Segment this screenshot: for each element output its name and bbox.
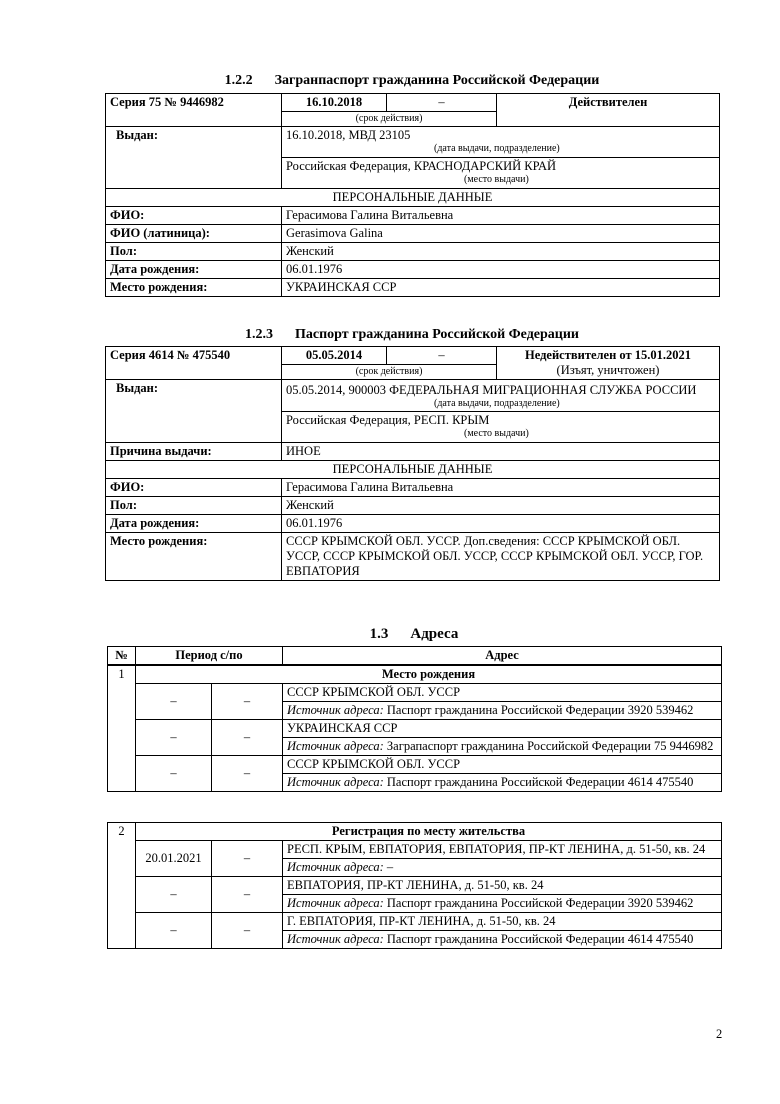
address-source — [283, 931, 722, 949]
address-group-1 — [107, 665, 722, 792]
date-to-cell: – — [387, 347, 497, 365]
group-number: 1 — [108, 666, 136, 792]
period-from: – — [136, 877, 212, 913]
place-cell — [282, 158, 720, 189]
period-from: – — [136, 913, 212, 949]
address-source — [283, 774, 722, 792]
address-value: СССР КРЫМСКОЙ ОБЛ. УССР — [283, 684, 722, 702]
place-cell — [282, 412, 720, 443]
address-source — [283, 702, 722, 720]
source-value: Заграпаспорт гражданина Российской Федерации 75 9446982 — [386, 739, 714, 753]
validity-caption: (срок действия) — [282, 365, 497, 380]
address-value: УКРАИНСКАЯ ССР — [283, 720, 722, 738]
col-no: № — [108, 647, 136, 665]
status-cell — [497, 347, 720, 380]
issued-value: 05.05.2014, 900003 ФЕДЕРАЛЬНАЯ МИГРАЦИОННАЯ СЛУЖБА РОССИИ — [286, 383, 697, 397]
group-title: Место рождения — [136, 666, 722, 684]
place-value: Российская Федерация, РЕСП. КРЫМ — [286, 413, 490, 427]
address-value: СССР КРЫМСКОЙ ОБЛ. УССР — [283, 756, 722, 774]
sex-value: Женский — [282, 243, 720, 261]
address-value: ЕВПАТОРИЯ, ПР-КТ ЛЕНИНА, д. 51-50, кв. 24 — [283, 877, 722, 895]
group-title: Регистрация по месту жительства — [136, 823, 722, 841]
birth-place-label: Место рождения: — [106, 533, 282, 581]
sex-label: Пол: — [106, 243, 282, 261]
issued-value: 16.10.2018, МВД 23105 — [286, 128, 411, 142]
source-value: – — [386, 860, 394, 874]
section-13-heading — [107, 626, 721, 643]
section-122-title: Загранпаспорт гражданина Российской Федерации — [274, 73, 600, 88]
section-123-title: Паспорт гражданина Российской Федерации — [295, 327, 579, 342]
birth-place-value: СССР КРЫМСКОЙ ОБЛ. УССР. Доп.сведения: СССР КРЫМСКОЙ ОБЛ. УССР, СССР КРЫМСКОЙ ОБЛ. УССР, СССР КРЫМСКОЙ ОБЛ. УССР, ГОР. ЕВПАТОРИЯ — [282, 533, 720, 581]
passport-foreign-table — [105, 93, 720, 297]
col-address: Адрес — [283, 647, 722, 665]
section-122-number: 1.2.2 — [224, 73, 253, 88]
fio-value: Герасимова Галина Витальевна — [282, 207, 720, 225]
series-cell: Серия 75 № 9446982 — [106, 94, 282, 127]
source-value: Паспорт гражданина Российской Федерации 4614 475540 — [386, 932, 694, 946]
period-from: – — [136, 756, 212, 792]
source-label: Источник адреса: — [287, 860, 384, 874]
issued-label: Выдан: — [106, 380, 282, 443]
addresses-table — [107, 646, 722, 665]
personal-data-header: ПЕРСОНАЛЬНЫЕ ДАННЫЕ — [106, 189, 720, 207]
period-to: – — [212, 877, 283, 913]
period-to: – — [212, 720, 283, 756]
page-number: 2 — [716, 1027, 723, 1041]
col-period: Период с/по — [136, 647, 283, 665]
period-to: – — [212, 841, 283, 877]
source-value: Паспорт гражданина Российской Федерации 3920 539462 — [386, 703, 694, 717]
personal-data-header: ПЕРСОНАЛЬНЫЕ ДАННЫЕ — [106, 461, 720, 479]
source-value: Паспорт гражданина Российской Федерации 3920 539462 — [386, 896, 694, 910]
address-source — [283, 738, 722, 756]
address-source — [283, 859, 722, 877]
address-value: Г. ЕВПАТОРИЯ, ПР-КТ ЛЕНИНА, д. 51-50, кв. 24 — [283, 913, 722, 931]
place-caption: (место выдачи) — [464, 174, 529, 185]
birth-place-label: Место рождения: — [106, 279, 282, 297]
fio-value: Герасимова Галина Витальевна — [282, 479, 720, 497]
period-to: – — [212, 913, 283, 949]
birth-date-label: Дата рождения: — [106, 515, 282, 533]
issued-caption: (дата выдачи, подразделение) — [434, 143, 560, 154]
place-value: Российская Федерация, КРАСНОДАРСКИЙ КРАЙ — [286, 159, 556, 173]
status-cell: Действителен — [497, 94, 720, 127]
group-number: 2 — [108, 823, 136, 949]
place-caption: (место выдачи) — [464, 428, 529, 439]
section-122-heading — [105, 73, 719, 89]
birth-date-value: 06.01.1976 — [282, 515, 720, 533]
issued-cell — [282, 380, 720, 412]
status-text: Недействителен от 15.01.2021 — [525, 348, 691, 362]
sex-value: Женский — [282, 497, 720, 515]
source-label: Источник адреса: — [287, 739, 384, 753]
address-source — [283, 895, 722, 913]
period-from: – — [136, 684, 212, 720]
section-123-number: 1.2.3 — [245, 327, 273, 342]
status-note: (Изъят, уничтожен) — [556, 363, 660, 377]
source-value: Паспорт гражданина Российской Федерации 4614 475540 — [386, 775, 694, 789]
issued-cell — [282, 127, 720, 158]
source-label: Источник адреса: — [287, 896, 384, 910]
period-from: 20.01.2021 — [136, 841, 212, 877]
period-from: – — [136, 720, 212, 756]
issued-caption: (дата выдачи, подразделение) — [434, 398, 560, 409]
source-label: Источник адреса: — [287, 932, 384, 946]
fio-latin-label: ФИО (латиница): — [106, 225, 282, 243]
section-13-title: Адреса — [410, 626, 459, 642]
section-13-number: 1.3 — [369, 626, 389, 642]
section-123-heading — [105, 327, 719, 343]
validity-caption: (срок действия) — [282, 112, 497, 127]
fio-label: ФИО: — [106, 479, 282, 497]
date-to-cell: – — [387, 94, 497, 112]
period-to: – — [212, 684, 283, 720]
fio-latin-value: Gerasimova Galina — [282, 225, 720, 243]
issued-label: Выдан: — [106, 127, 282, 189]
address-group-2 — [107, 822, 722, 949]
birth-place-value: УКРАИНСКАЯ ССР — [282, 279, 720, 297]
reason-label: Причина выдачи: — [106, 443, 282, 461]
reason-value: ИНОЕ — [282, 443, 720, 461]
address-value: РЕСП. КРЫМ, ЕВПАТОРИЯ, ЕВПАТОРИЯ, ПР-КТ ЛЕНИНА, д. 51-50, кв. 24 — [283, 841, 722, 859]
birth-date-label: Дата рождения: — [106, 261, 282, 279]
passport-internal-table — [105, 346, 720, 581]
date-from-cell: 05.05.2014 — [282, 347, 387, 365]
source-label: Источник адреса: — [287, 703, 384, 717]
source-label: Источник адреса: — [287, 775, 384, 789]
fio-label: ФИО: — [106, 207, 282, 225]
series-cell: Серия 4614 № 475540 — [106, 347, 282, 380]
date-from-cell: 16.10.2018 — [282, 94, 387, 112]
sex-label: Пол: — [106, 497, 282, 515]
birth-date-value: 06.01.1976 — [282, 261, 720, 279]
period-to: – — [212, 756, 283, 792]
